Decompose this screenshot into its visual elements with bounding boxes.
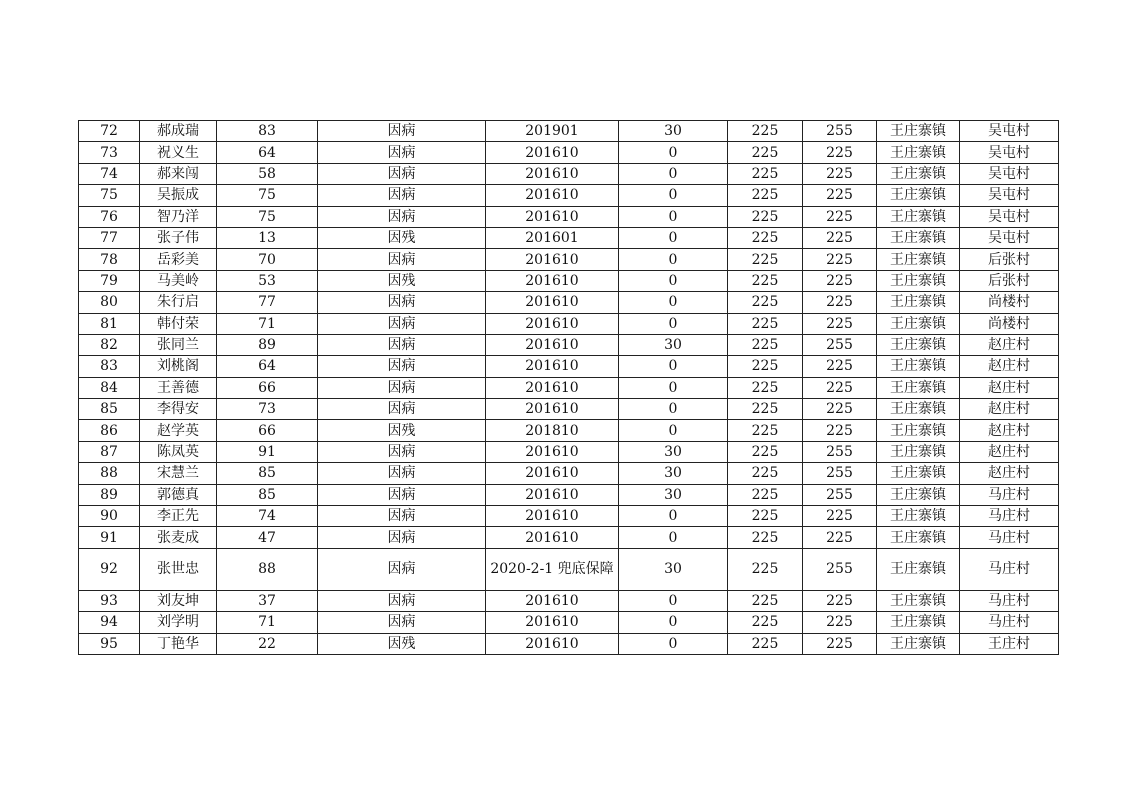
cell-reason: 因病 [318,313,486,334]
table-row [79,506,1059,527]
cell-extra-amount: 30 [619,441,728,462]
cell-age: 73 [217,399,318,420]
cell-extra-amount: 0 [619,612,728,633]
cell-reason: 因病 [318,548,486,590]
cell-extra-amount: 0 [619,377,728,398]
cell-village: 马庄村 [960,484,1059,505]
cell-town: 王庄寨镇 [877,377,960,398]
cell-extra-amount: 0 [619,399,728,420]
cell-total-amount: 255 [803,463,877,484]
cell-age: 91 [217,441,318,462]
cell-name: 刘友坤 [140,590,217,611]
cell-age: 89 [217,334,318,355]
cell-total-amount: 255 [803,121,877,142]
beneficiary-table [78,120,1059,655]
cell-town: 王庄寨镇 [877,163,960,184]
cell-town: 王庄寨镇 [877,548,960,590]
cell-row-number: 85 [79,399,140,420]
cell-village: 吴屯村 [960,185,1059,206]
cell-town: 王庄寨镇 [877,463,960,484]
cell-row-number: 82 [79,334,140,355]
cell-age: 53 [217,270,318,291]
cell-village: 赵庄村 [960,420,1059,441]
cell-reason: 因病 [318,590,486,611]
cell-name: 郭德真 [140,484,217,505]
cell-start-date: 201610 [486,313,619,334]
cell-start-date: 201610 [486,441,619,462]
cell-reason: 因病 [318,163,486,184]
table-row [79,334,1059,355]
cell-total-amount: 225 [803,356,877,377]
cell-village: 马庄村 [960,548,1059,590]
cell-row-number: 87 [79,441,140,462]
cell-total-amount: 225 [803,313,877,334]
cell-village: 尚楼村 [960,313,1059,334]
cell-base-amount: 225 [728,313,803,334]
cell-extra-amount: 0 [619,270,728,291]
cell-name: 张麦成 [140,527,217,548]
cell-start-date: 201610 [486,334,619,355]
cell-total-amount: 225 [803,163,877,184]
cell-town: 王庄寨镇 [877,399,960,420]
cell-start-date: 201610 [486,399,619,420]
cell-name: 吴振成 [140,185,217,206]
table-row [79,527,1059,548]
cell-reason: 因病 [318,441,486,462]
cell-row-number: 72 [79,121,140,142]
table-row [79,292,1059,313]
cell-base-amount: 225 [728,441,803,462]
cell-extra-amount: 0 [619,206,728,227]
cell-start-date: 201601 [486,227,619,248]
cell-name: 岳彩美 [140,249,217,270]
cell-total-amount: 225 [803,612,877,633]
cell-town: 王庄寨镇 [877,292,960,313]
cell-age: 74 [217,506,318,527]
cell-town: 王庄寨镇 [877,185,960,206]
cell-base-amount: 225 [728,334,803,355]
cell-total-amount: 255 [803,334,877,355]
table-row [79,484,1059,505]
cell-reason: 因病 [318,292,486,313]
table-row [79,548,1059,590]
table-body [79,121,1059,655]
table-row [79,206,1059,227]
cell-village: 吴屯村 [960,163,1059,184]
cell-reason: 因病 [318,206,486,227]
cell-base-amount: 225 [728,377,803,398]
cell-town: 王庄寨镇 [877,227,960,248]
cell-total-amount: 225 [803,227,877,248]
cell-name: 李正先 [140,506,217,527]
cell-start-date: 201610 [486,527,619,548]
cell-village: 赵庄村 [960,441,1059,462]
cell-name: 张子伟 [140,227,217,248]
cell-name: 张同兰 [140,334,217,355]
cell-town: 王庄寨镇 [877,527,960,548]
cell-age: 13 [217,227,318,248]
cell-row-number: 88 [79,463,140,484]
table-row [79,270,1059,291]
cell-town: 王庄寨镇 [877,121,960,142]
cell-reason: 因残 [318,420,486,441]
cell-total-amount: 225 [803,590,877,611]
cell-age: 64 [217,356,318,377]
cell-name: 祝义生 [140,142,217,163]
cell-town: 王庄寨镇 [877,484,960,505]
cell-start-date: 201610 [486,506,619,527]
table-row [79,249,1059,270]
cell-start-date: 201610 [486,249,619,270]
cell-town: 王庄寨镇 [877,142,960,163]
cell-base-amount: 225 [728,590,803,611]
cell-row-number: 84 [79,377,140,398]
cell-village: 后张村 [960,270,1059,291]
cell-reason: 因病 [318,249,486,270]
cell-town: 王庄寨镇 [877,420,960,441]
cell-row-number: 95 [79,633,140,654]
cell-start-date: 201610 [486,463,619,484]
cell-village: 吴屯村 [960,227,1059,248]
cell-town: 王庄寨镇 [877,506,960,527]
cell-reason: 因病 [318,399,486,420]
cell-name: 宋慧兰 [140,463,217,484]
cell-base-amount: 225 [728,227,803,248]
cell-start-date: 201610 [486,590,619,611]
cell-base-amount: 225 [728,633,803,654]
cell-extra-amount: 0 [619,227,728,248]
cell-row-number: 81 [79,313,140,334]
cell-base-amount: 225 [728,399,803,420]
cell-total-amount: 225 [803,185,877,206]
cell-base-amount: 225 [728,163,803,184]
table-row [79,633,1059,654]
table-row [79,590,1059,611]
table-row [79,356,1059,377]
cell-start-date: 201610 [486,206,619,227]
cell-row-number: 91 [79,527,140,548]
cell-extra-amount: 0 [619,506,728,527]
table-row [79,377,1059,398]
cell-total-amount: 225 [803,377,877,398]
cell-base-amount: 225 [728,506,803,527]
cell-age: 58 [217,163,318,184]
cell-name: 郝成瑞 [140,121,217,142]
table-row [79,163,1059,184]
cell-extra-amount: 0 [619,163,728,184]
cell-extra-amount: 0 [619,633,728,654]
cell-reason: 因残 [318,270,486,291]
cell-start-date: 201610 [486,484,619,505]
cell-extra-amount: 0 [619,249,728,270]
cell-base-amount: 225 [728,356,803,377]
cell-village: 吴屯村 [960,206,1059,227]
cell-town: 王庄寨镇 [877,270,960,291]
cell-base-amount: 225 [728,420,803,441]
cell-age: 66 [217,420,318,441]
cell-base-amount: 225 [728,548,803,590]
cell-start-date: 201610 [486,185,619,206]
cell-age: 47 [217,527,318,548]
cell-total-amount: 255 [803,484,877,505]
cell-start-date: 201901 [486,121,619,142]
cell-reason: 因病 [318,356,486,377]
cell-total-amount: 225 [803,206,877,227]
table-row [79,227,1059,248]
cell-town: 王庄寨镇 [877,633,960,654]
table-row [79,399,1059,420]
cell-extra-amount: 30 [619,334,728,355]
cell-start-date: 201610 [486,292,619,313]
cell-extra-amount: 0 [619,420,728,441]
cell-age: 71 [217,313,318,334]
cell-name: 刘学明 [140,612,217,633]
cell-age: 83 [217,121,318,142]
cell-row-number: 86 [79,420,140,441]
cell-village: 马庄村 [960,590,1059,611]
cell-extra-amount: 0 [619,356,728,377]
cell-reason: 因病 [318,334,486,355]
cell-reason: 因病 [318,612,486,633]
cell-name: 马美岭 [140,270,217,291]
cell-reason: 因病 [318,527,486,548]
cell-total-amount: 225 [803,633,877,654]
cell-base-amount: 225 [728,484,803,505]
cell-age: 70 [217,249,318,270]
cell-village: 马庄村 [960,527,1059,548]
cell-row-number: 73 [79,142,140,163]
cell-base-amount: 225 [728,527,803,548]
cell-town: 王庄寨镇 [877,441,960,462]
cell-village: 赵庄村 [960,463,1059,484]
cell-extra-amount: 30 [619,463,728,484]
cell-row-number: 77 [79,227,140,248]
cell-town: 王庄寨镇 [877,249,960,270]
cell-extra-amount: 30 [619,548,728,590]
cell-start-date: 201610 [486,633,619,654]
cell-row-number: 93 [79,590,140,611]
cell-reason: 因残 [318,633,486,654]
cell-row-number: 90 [79,506,140,527]
cell-village: 赵庄村 [960,399,1059,420]
cell-extra-amount: 0 [619,527,728,548]
cell-name: 郝来闯 [140,163,217,184]
cell-reason: 因病 [318,185,486,206]
cell-age: 85 [217,463,318,484]
cell-total-amount: 255 [803,441,877,462]
cell-name: 李得安 [140,399,217,420]
cell-town: 王庄寨镇 [877,612,960,633]
cell-total-amount: 225 [803,506,877,527]
cell-start-date: 2020-2-1 兜底保障 [486,548,619,590]
cell-base-amount: 225 [728,292,803,313]
cell-start-date: 201610 [486,270,619,291]
cell-total-amount: 225 [803,420,877,441]
cell-row-number: 74 [79,163,140,184]
cell-age: 37 [217,590,318,611]
cell-town: 王庄寨镇 [877,206,960,227]
cell-age: 66 [217,377,318,398]
table-row [79,612,1059,633]
cell-extra-amount: 0 [619,185,728,206]
cell-base-amount: 225 [728,142,803,163]
cell-row-number: 80 [79,292,140,313]
cell-age: 71 [217,612,318,633]
cell-village: 王庄村 [960,633,1059,654]
cell-reason: 因残 [318,227,486,248]
cell-total-amount: 255 [803,548,877,590]
cell-name: 王善德 [140,377,217,398]
cell-name: 陈凤英 [140,441,217,462]
cell-name: 赵学英 [140,420,217,441]
cell-village: 马庄村 [960,612,1059,633]
cell-village: 吴屯村 [960,121,1059,142]
cell-reason: 因病 [318,377,486,398]
cell-row-number: 79 [79,270,140,291]
cell-start-date: 201610 [486,142,619,163]
cell-village: 马庄村 [960,506,1059,527]
cell-row-number: 89 [79,484,140,505]
table-row [79,313,1059,334]
cell-name: 韩付荣 [140,313,217,334]
table-row [79,185,1059,206]
cell-age: 77 [217,292,318,313]
cell-name: 丁艳华 [140,633,217,654]
cell-age: 64 [217,142,318,163]
cell-town: 王庄寨镇 [877,356,960,377]
cell-total-amount: 225 [803,399,877,420]
cell-total-amount: 225 [803,270,877,291]
cell-start-date: 201810 [486,420,619,441]
table-row [79,441,1059,462]
cell-base-amount: 225 [728,463,803,484]
table-row [79,142,1059,163]
cell-age: 22 [217,633,318,654]
cell-total-amount: 225 [803,527,877,548]
cell-row-number: 75 [79,185,140,206]
cell-base-amount: 225 [728,270,803,291]
cell-name: 智乃洋 [140,206,217,227]
cell-name: 朱行启 [140,292,217,313]
cell-reason: 因病 [318,484,486,505]
cell-base-amount: 225 [728,121,803,142]
cell-village: 尚楼村 [960,292,1059,313]
cell-extra-amount: 30 [619,484,728,505]
cell-reason: 因病 [318,506,486,527]
cell-base-amount: 225 [728,249,803,270]
cell-name: 刘桃阁 [140,356,217,377]
cell-base-amount: 225 [728,612,803,633]
table-row [79,420,1059,441]
cell-age: 85 [217,484,318,505]
table-row [79,463,1059,484]
cell-base-amount: 225 [728,206,803,227]
cell-reason: 因病 [318,142,486,163]
cell-total-amount: 225 [803,249,877,270]
table-row [79,121,1059,142]
cell-row-number: 94 [79,612,140,633]
cell-reason: 因病 [318,121,486,142]
cell-town: 王庄寨镇 [877,334,960,355]
cell-age: 75 [217,185,318,206]
cell-start-date: 201610 [486,612,619,633]
cell-total-amount: 225 [803,142,877,163]
cell-village: 吴屯村 [960,142,1059,163]
cell-age: 88 [217,548,318,590]
cell-extra-amount: 0 [619,292,728,313]
cell-extra-amount: 0 [619,590,728,611]
cell-start-date: 201610 [486,356,619,377]
cell-extra-amount: 0 [619,313,728,334]
cell-row-number: 76 [79,206,140,227]
cell-village: 后张村 [960,249,1059,270]
cell-town: 王庄寨镇 [877,590,960,611]
cell-village: 赵庄村 [960,356,1059,377]
cell-start-date: 201610 [486,163,619,184]
cell-row-number: 78 [79,249,140,270]
cell-village: 赵庄村 [960,334,1059,355]
cell-extra-amount: 30 [619,121,728,142]
cell-base-amount: 225 [728,185,803,206]
cell-row-number: 83 [79,356,140,377]
cell-village: 赵庄村 [960,377,1059,398]
cell-start-date: 201610 [486,377,619,398]
cell-age: 75 [217,206,318,227]
cell-total-amount: 225 [803,292,877,313]
cell-reason: 因病 [318,463,486,484]
cell-town: 王庄寨镇 [877,313,960,334]
cell-name: 张世忠 [140,548,217,590]
cell-extra-amount: 0 [619,142,728,163]
cell-row-number: 92 [79,548,140,590]
